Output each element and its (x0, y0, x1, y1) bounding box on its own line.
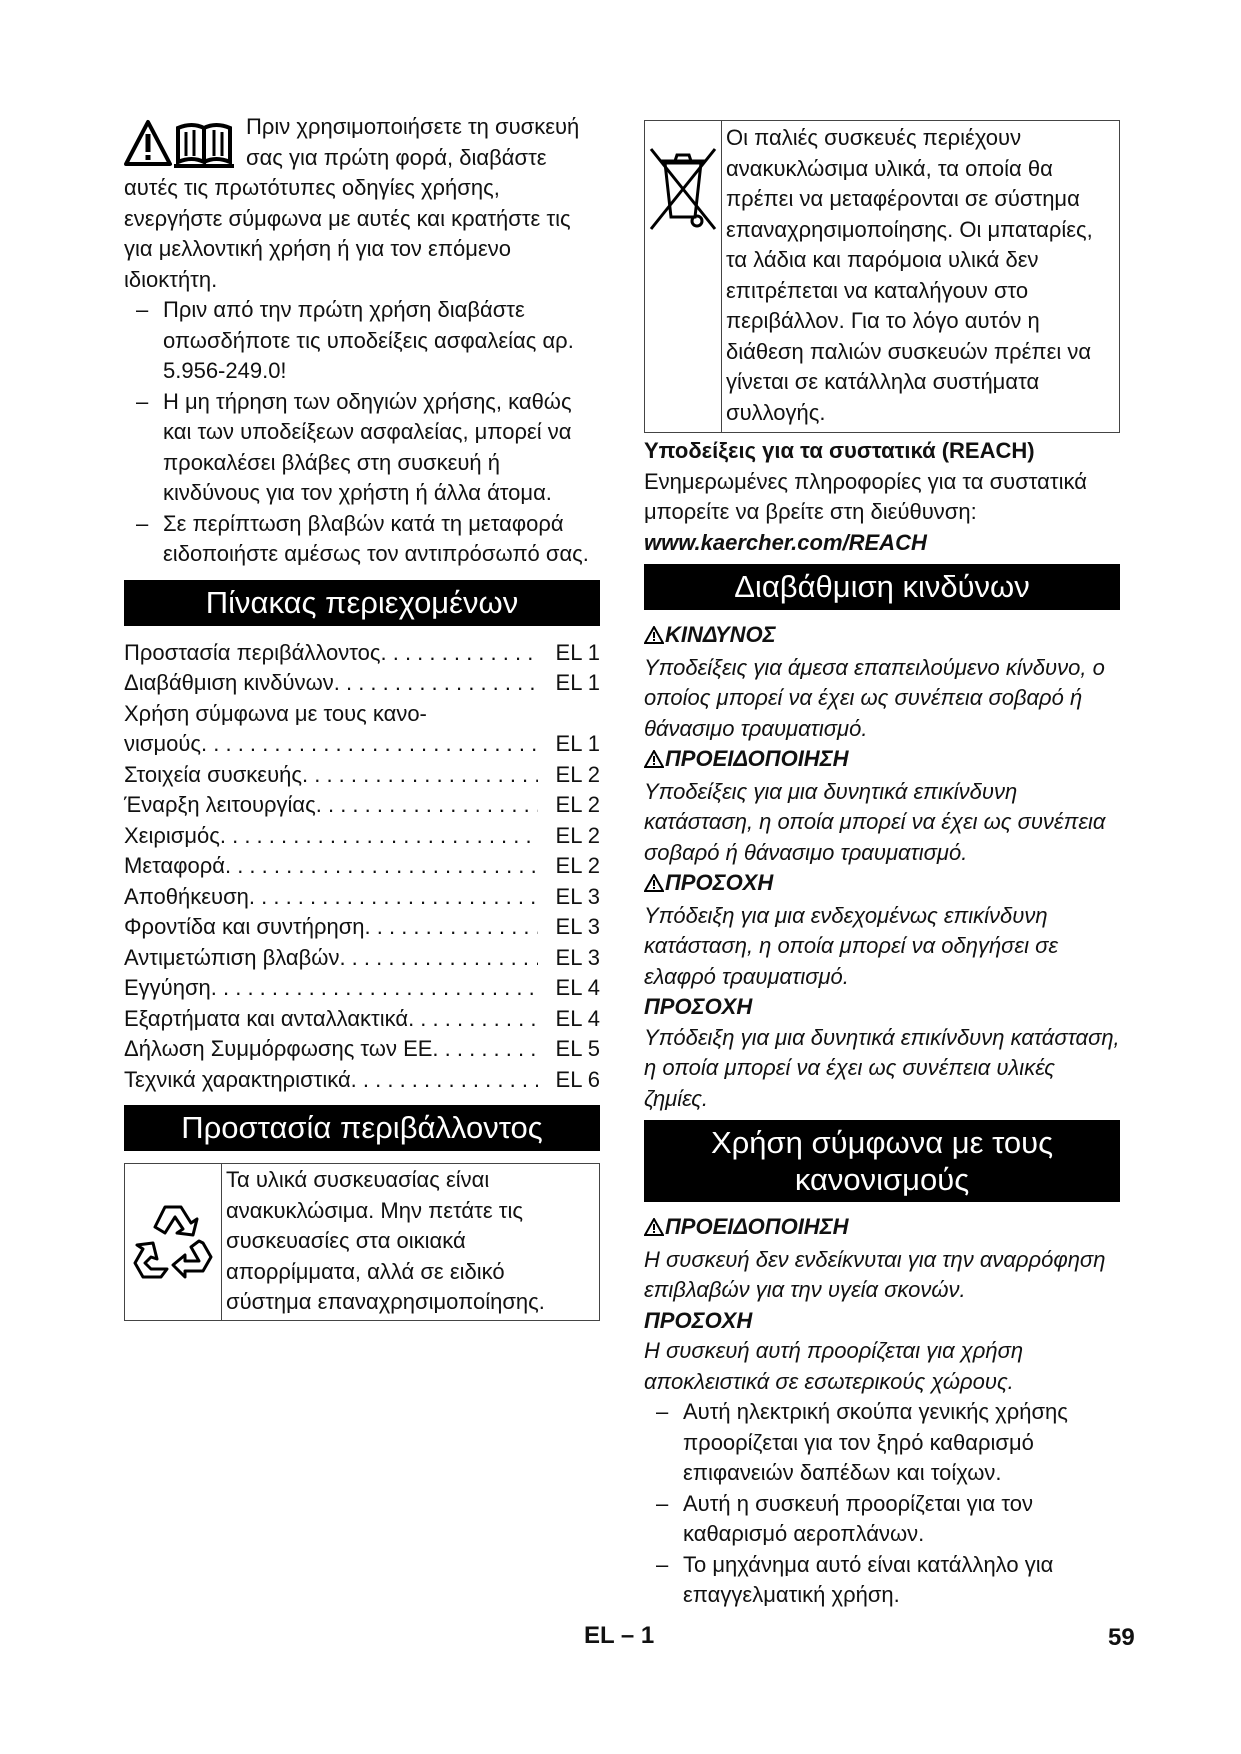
toc-item[interactable] (124, 943, 600, 974)
old-devices-box (644, 120, 1120, 433)
recycle-icon-cell (125, 1164, 222, 1320)
toc-item-page: EL 3 (555, 914, 600, 939)
hazard-level-label (644, 744, 1120, 777)
usage-warning-label-text: ΠΡΟΕΙΔΟΠΟΙΗΣΗ (665, 1214, 849, 1239)
warning-triangle-icon (644, 1214, 664, 1245)
toc-item-title: Προστασία περιβάλλοντος (124, 639, 381, 665)
toc-item-title: Τεχνικά χαρακτηριστικά (124, 1066, 351, 1092)
intro-bullet-text: Σε περίπτωση βλαβών κατά τη μεταφορά ειδοποιήστε αμέσως τον αντιπρόσωπό σας. (163, 510, 589, 566)
intro-section (124, 112, 600, 570)
usage-bullet: – Αυτή η συσκευή προορίζεται για τον καθαρισμό αεροπλάνων. (656, 1490, 1033, 1546)
toc-item-title: Φροντίδα και συντήρηση (124, 914, 365, 939)
toc-item[interactable] (124, 729, 600, 760)
toc-item-title: Χειρισμός (124, 822, 220, 848)
toc-item-page: EL 2 (555, 792, 600, 817)
intro-bullet: – Σε περίπτωση βλαβών κατά τη μεταφορά ειδοποιήστε αμέσως τον αντιπρόσωπό σας. (136, 510, 589, 566)
packaging-recycling-box (124, 1163, 600, 1321)
warning-triangle-icon (644, 622, 664, 653)
usage-heading (644, 1120, 1120, 1202)
usage-bullet-text: Αυτή η συσκευή προορίζεται για τον καθαρισμό αεροπλάνων. (683, 1490, 1033, 1546)
toc-item-page: EL 2 (555, 822, 600, 848)
hazard-level-label (644, 620, 1120, 653)
toc-item-page: EL 2 (555, 761, 600, 787)
toc-item-page: EL 1 (555, 731, 600, 756)
footer-section-page: – 1 (620, 1622, 655, 1649)
toc-item[interactable] (124, 973, 600, 1004)
usage-section (644, 1212, 1120, 1611)
warning-triangle-icon (124, 116, 238, 172)
intro-bullet: – Πριν από την πρώτη χρήση διαβάστε οπωσδήποτε τις υποδείξεις ασφαλείας αρ. 5.956-249.0! (136, 297, 574, 383)
usage-warning-label (644, 1212, 1120, 1245)
toc-item[interactable] (124, 821, 600, 852)
toc-item-page: EL 5 (555, 1036, 600, 1061)
usage-bullet: – Το μηχάνημα αυτό είναι κατάλληλο για επαγγελματική χρήση. (656, 1551, 1054, 1607)
hazard-level-text: Υποδείξεις για άμεσα επαπειλούμενο κίνδυνο, ο οποίος μπορεί να έχει ως συνέπεια σοβαρό ή θάνασιμο τραυματισμό. (644, 654, 1105, 741)
toc-item-title: Έναρξη λειτουργίας (124, 792, 316, 817)
toc-item-page: EL 3 (555, 883, 600, 909)
hazard-level-text: Υποδείξεις για μια δυνητικά επικίνδυνη κατάσταση, η οποία μπορεί να έχει ως συνέπεια σοβαρό ή θάνασιμο τραυματισμό. (644, 778, 1106, 865)
toc-item-title: Δήλωση Συμμόρφωσης των ΕΕ (124, 1036, 433, 1061)
right-column (644, 120, 1120, 1611)
toc-item-page: EL 6 (555, 1066, 600, 1092)
warning-triangle-icon (644, 746, 664, 777)
toc-item[interactable] (124, 851, 600, 882)
environment-heading: Προστασία περιβάλλοντος (124, 1105, 600, 1151)
footer-page-number: 59 (1108, 1624, 1135, 1651)
toc-item-title: Διαβάθμιση κινδύνων (124, 670, 334, 695)
usage-caution-text: Η συσκευή αυτή προορίζεται για χρήση αποκλειστικά σε εσωτερικούς χώρους. (644, 1338, 1024, 1394)
usage-warning-text: Η συσκευή δεν ενδείκνυται για την αναρρόφηση επιβλαβών για την υγεία σκονών. (644, 1246, 1106, 1302)
toc-item[interactable] (124, 1034, 600, 1065)
hazard-level-text: Υπόδειξη για μια ενδεχομένως επικίνδυνη κατάσταση, η οποία μπορεί να οδηγήσει σε ελαφρό τραυματισμό. (644, 902, 1059, 989)
warning-and-manual-icons (124, 116, 238, 172)
hazard-level-label (644, 868, 1120, 901)
toc-item-title: Στοιχεία συσκευής (124, 761, 302, 787)
open-book-icon (174, 125, 234, 166)
usage-bullet-text: Αυτή ηλεκτρική σκούπα γενικής χρήσης προορίζεται για τον ξηρό καθαρισμό επιφανειών δαπέδων και τοίχων. (683, 1399, 1068, 1485)
toc-item-title: Εξαρτήματα και ανταλλακτικά (124, 1005, 409, 1031)
toc-item[interactable] (124, 1004, 600, 1035)
usage-caution-label: ΠΡΟΣΟΧΗ (644, 1307, 753, 1333)
footer-section-label (584, 1622, 654, 1650)
toc-item-title: νισμούς (124, 731, 202, 756)
usage-heading-line: Χρήση σύμφωνα με τους (710, 1125, 1054, 1160)
footer-section: EL (584, 1622, 615, 1649)
toc-item[interactable] (124, 1065, 600, 1096)
reach-text: Ενημερωμένες πληροφορίες για τα συστατικά μπορείτε να βρείτε στη διεύθυνση: (644, 468, 1087, 524)
hazard-label-text: ΚΙΝΔΥΝΟΣ (665, 622, 776, 647)
toc-item-page: EL 2 (555, 853, 600, 878)
toc-item-title: Αποθήκευση (124, 883, 249, 909)
toc-item-page: EL 4 (555, 1005, 600, 1031)
toc-item-title: Χρήση σύμφωνα με τους κανο- (124, 700, 427, 726)
toc-item[interactable] (124, 790, 600, 821)
warning-triangle-icon (644, 870, 664, 901)
crossed-bin-icon (645, 143, 721, 235)
intro-bullet-text: Η μη τήρηση των οδηγιών χρήσης, καθώς και των υποδείξεων ασφαλείας, μπορεί να προκαλέσει βλάβες στη συσκευή ή κινδύνους για τον χρήστη ή άλλα άτομα. (163, 388, 572, 505)
hazard-level-label: ΠΡΟΣΟΧΗ (644, 994, 753, 1019)
toc-item[interactable] (124, 638, 600, 669)
reach-link[interactable]: www.kaercher.com/REACH (644, 529, 927, 555)
toc-item[interactable] (124, 912, 600, 943)
toc-item[interactable] (124, 668, 600, 699)
hazard-label-text: ΠΡΟΕΙΔΟΠΟΙΗΣΗ (665, 746, 849, 771)
toc-item-wrapped-line[interactable] (124, 699, 600, 730)
recycle-icon (125, 1197, 221, 1287)
usage-bullet-text: Το μηχάνημα αυτό είναι κατάλληλο για επαγγελματική χρήση. (683, 1551, 1054, 1607)
intro-text: Πριν χρησιμοποιήσετε τη συσκευή σας για πρώτη φορά, διαβάστε αυτές τις πρωτότυπες οδηγίες χρήσης, ενεργήστε σύμφωνα με αυτές και κρατήστε τις για μελλοντική χρήση ή για τον επόμενο ιδιοκτήτη. (124, 114, 580, 292)
toc-item[interactable] (124, 882, 600, 913)
hazard-level-text: Υπόδειξη για μια δυνητικά επικίνδυνη κατάσταση, η οποία μπορεί να έχει ως συνέπεια υλικές ζημίες. (644, 1024, 1120, 1111)
toc-item-page: EL 3 (555, 944, 600, 970)
toc-item-page: EL 4 (555, 975, 600, 1000)
table-of-contents (124, 638, 600, 1096)
hazard-heading: Διαβάθμιση κινδύνων (644, 564, 1120, 610)
intro-bullet-text: Πριν από την πρώτη χρήση διαβάστε οπωσδήποτε τις υποδείξεις ασφαλείας αρ. 5.956-249.0! (163, 297, 574, 383)
toc-heading: Πίνακας περιεχομένων (124, 580, 600, 626)
reach-heading: Υποδείξεις για τα συστατικά (REACH) (644, 438, 1035, 463)
toc-item-page: EL 1 (555, 639, 600, 665)
weee-icon-cell (645, 121, 722, 432)
toc-item-title: Αντιμετώπιση βλαβών (124, 944, 340, 970)
usage-heading-line: κανονισμούς (794, 1162, 970, 1197)
intro-bullet: – Η μη τήρηση των οδηγιών χρήσης, καθώς και των υποδείξεων ασφαλείας, μπορεί να προκαλέσει βλάβες στη συσκευή ή κινδύνους για τον χρήστη ή άλλα άτομα. (136, 388, 572, 505)
toc-item[interactable] (124, 760, 600, 791)
toc-item-title: Εγγύηση (124, 975, 211, 1000)
left-column (124, 112, 600, 1321)
hazard-label-text: ΠΡΟΣΟΧΗ (665, 870, 774, 895)
usage-bullet: – Αυτή ηλεκτρική σκούπα γενικής χρήσης προορίζεται για τον ξηρό καθαρισμό επιφανειών δαπέδων και τοίχων. (656, 1399, 1068, 1485)
old-devices-text: Οι παλιές συσκευές περιέχουν ανακυκλώσιμα υλικά, τα οποία θα πρέπει να μεταφέρονται σε σύστημα επαναχρησιμοποίησης. Οι μπαταρίες, τα λάδια και παρόμοια υλικά δεν επιτρέπεται να καταλήγουν στο περιβάλλον. Για το λόγο αυτόν η διάθεση παλιών συσκευών πρέπει να γίνεται σε κατάλληλα συστήματα συλλογής. (726, 125, 1093, 425)
packaging-text: Τα υλικά συσκευασίας είναι ανακυκλώσιμα. Μην πετάτε τις συσκευασίες στα οικιακά απορρίμματα, αλλά σε ειδικό σύστημα επαναχρησιμοποίησης. (226, 1167, 545, 1314)
toc-item-page: EL 1 (555, 670, 600, 695)
hazard-levels (644, 620, 1120, 1114)
toc-item-title: Μεταφορά (124, 853, 225, 878)
